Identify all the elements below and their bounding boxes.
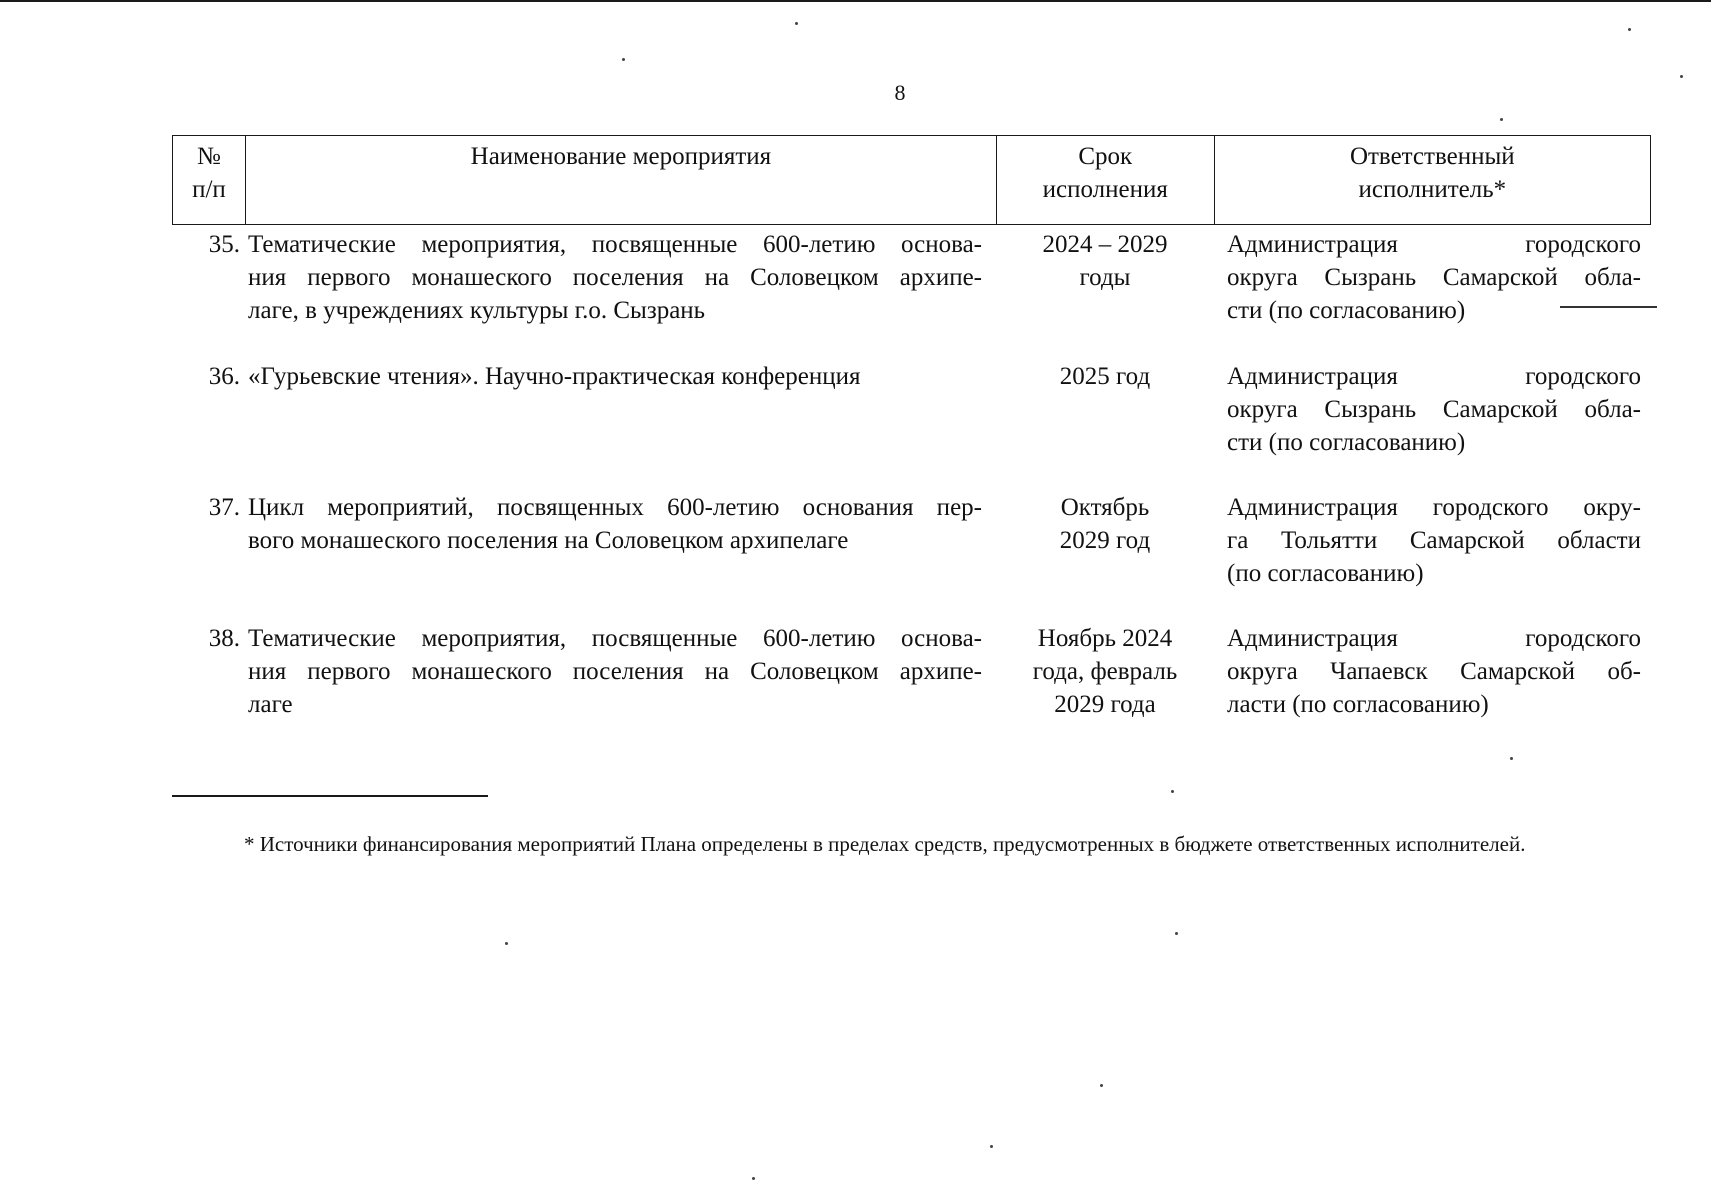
- event-name-line: ния первого монашеского поселения на Соловецком архипе-: [248, 658, 982, 685]
- header-responsible-line: Ответственный: [1349, 143, 1515, 170]
- row-number: 36.: [208, 363, 240, 390]
- row-event-name: [244, 491, 996, 590]
- table-header: [172, 135, 1651, 225]
- row-responsible: [1214, 228, 1651, 327]
- event-name-line: вого монашеского поселения на Соловецком архипелаге: [248, 527, 849, 554]
- scan-stray-line: [1560, 306, 1657, 308]
- header-name-line: Наименование мероприятия: [470, 143, 772, 170]
- event-name-line: Тематические мероприятия, посвященные 600-летию основа-: [248, 231, 982, 258]
- row-term: [996, 360, 1214, 459]
- header-num: [173, 136, 245, 224]
- table-row: [172, 491, 1651, 590]
- row-term: [996, 228, 1214, 327]
- term-line: Октябрь: [1060, 494, 1150, 521]
- scan-speck: [1680, 75, 1683, 78]
- footnote-separator: [172, 795, 488, 797]
- scan-speck: [1510, 757, 1513, 760]
- event-name-line: лаге: [248, 691, 293, 718]
- scan-speck: [1100, 1084, 1103, 1087]
- scan-speck: [1175, 932, 1178, 935]
- header-responsible-line: исполнитель*: [1358, 176, 1507, 203]
- term-line: 2029 года: [1054, 691, 1156, 718]
- header-num-line: п/п: [192, 176, 226, 203]
- table-row: [172, 622, 1651, 721]
- scan-speck: [1171, 790, 1174, 793]
- responsible-line: сти (по согласованию): [1227, 297, 1466, 324]
- header-term-line: исполнения: [1042, 176, 1168, 203]
- responsible-line: Администрация городского: [1227, 625, 1641, 652]
- event-name-line: лаге, в учреждениях культуры г.о. Сызрань: [248, 297, 706, 324]
- responsible-line: округа Сызрань Самарской обла-: [1227, 396, 1641, 423]
- scan-speck: [622, 58, 625, 61]
- event-name-line: «Гурьевские чтения». Научно-практическая конференция: [248, 363, 861, 390]
- responsible-line: ласти (по согласованию): [1227, 691, 1489, 718]
- term-line: года, февраль: [1032, 658, 1178, 685]
- responsible-line: округа Сызрань Самарской обла-: [1227, 264, 1641, 291]
- responsible-line: Администрация городского окру-: [1227, 494, 1641, 521]
- row-responsible: [1214, 622, 1651, 721]
- term-line: 2024 – 2029: [1042, 231, 1168, 258]
- header-term-line: Срок: [1078, 143, 1133, 170]
- row-responsible: [1214, 360, 1651, 459]
- header-name: [245, 136, 996, 224]
- row-event-name: [244, 360, 996, 459]
- responsible-line: сти (по согласованию): [1227, 429, 1466, 456]
- table-row: [172, 228, 1651, 327]
- term-line: годы: [1079, 264, 1131, 291]
- event-name-line: ния первого монашеского поселения на Соловецком архипе-: [248, 264, 982, 291]
- footnote-text: * Источники финансирования мероприятий Плана определены в пределах средств, предусмотренных в бюджете ответственных исполнителей.: [244, 832, 1526, 856]
- header-responsible: [1214, 136, 1650, 224]
- scan-speck: [1500, 118, 1503, 121]
- scan-speck: [752, 1177, 755, 1180]
- header-num-line: №: [197, 143, 221, 170]
- term-line: Ноябрь 2024: [1037, 625, 1173, 652]
- responsible-line: округа Чапаевск Самарской об-: [1227, 658, 1641, 685]
- term-line: 2025 год: [1059, 363, 1151, 390]
- term-line: 2029 год: [1059, 527, 1151, 554]
- responsible-line: Администрация городского: [1227, 231, 1641, 258]
- row-term: [996, 491, 1214, 590]
- row-term: [996, 622, 1214, 721]
- table-row: [172, 360, 1651, 459]
- row-event-name: [244, 622, 996, 721]
- row-number: 37.: [208, 494, 240, 521]
- row-number: 35.: [208, 231, 240, 258]
- header-term: [996, 136, 1214, 224]
- responsible-line: Администрация городского: [1227, 363, 1641, 390]
- event-name-line: Тематические мероприятия, посвященные 600-летию основа-: [248, 625, 982, 652]
- scan-speck: [990, 1145, 993, 1148]
- row-responsible: [1214, 491, 1651, 590]
- responsible-line: (по согласованию): [1227, 560, 1424, 587]
- scan-speck: [505, 942, 508, 945]
- event-name-line: Цикл мероприятий, посвященных 600-летию основания пер-: [248, 494, 982, 521]
- scan-top-edge: [0, 0, 1711, 2]
- page-number: 8: [894, 80, 906, 105]
- scan-speck: [1628, 28, 1631, 31]
- scan-speck: [795, 22, 798, 25]
- row-event-name: [244, 228, 996, 327]
- row-number: 38.: [208, 625, 240, 652]
- responsible-line: га Тольятти Самарской области: [1227, 527, 1641, 554]
